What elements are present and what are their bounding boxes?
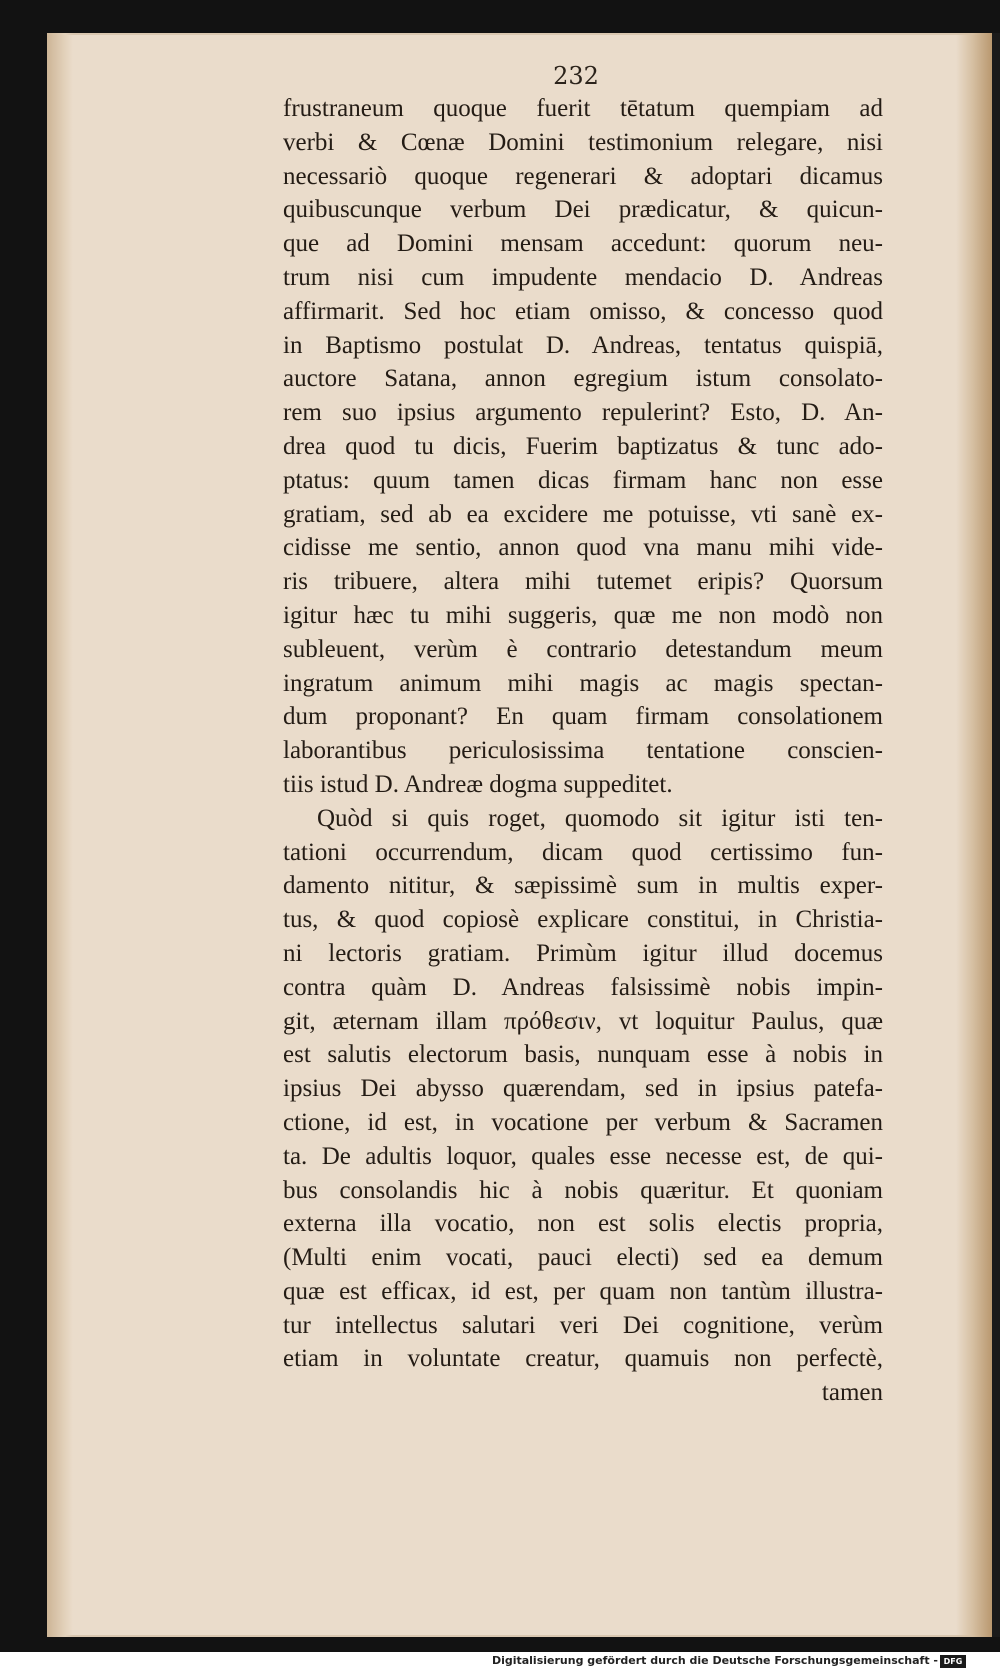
text-line: frustraneum quoque fuerit tētatum quempiam ad	[283, 95, 883, 122]
book-page	[47, 33, 992, 1637]
text-line: gratiam, sed ab ea excidere me potuisse, vti sanè ex-	[283, 500, 883, 528]
text-line: tur intellectus salutari veri Dei cognitione, verùm	[283, 1311, 883, 1339]
text-line: contra quàm D. Andreas falsissimè nobis impin-	[283, 973, 883, 1001]
footer-bar	[0, 1652, 1000, 1671]
text-line: rem suo ipsius argumento repulerint? Esto, D. An-	[283, 399, 883, 427]
text-line: damento nititur, & sæpissimè sum in multis exper-	[283, 872, 883, 900]
catchword: tamen	[821, 1379, 883, 1407]
text-line: ipsius Dei abysso quærendam, sed in ipsius patefa-	[283, 1075, 883, 1103]
text-line: externa illa vocatio, non est solis electis propria,	[283, 1210, 883, 1238]
text-line: ingratum animum mihi magis ac magis spectan-	[283, 669, 883, 697]
text-line: git, æternam illam πρόθεσιν, vt loquitur Paulus, quæ	[283, 1007, 883, 1035]
text-line: affirmarit. Sed hoc etiam omisso, & concesso quod	[283, 297, 883, 325]
text-line: in Baptismo postulat D. Andreas, tentatus quispiā,	[283, 331, 883, 359]
text-line: tus, & quod copiosè explicare constitui, in Christia-	[283, 906, 883, 934]
page-number: 232	[553, 62, 599, 90]
text-line: auctore Satana, annon egregium istum consolato-	[283, 365, 883, 393]
text-line: ris tribuere, altera mihi tutemet eripis? Quorsum	[283, 568, 883, 596]
text-line: necessariò quoque regenerari & adoptari dicamus	[283, 162, 883, 190]
text-line: bus consolandis hic à nobis quæritur. Et quoniam	[283, 1176, 883, 1204]
text-line: quibuscunque verbum Dei prædicatur, & quicun-	[283, 196, 883, 224]
dfg-logo-icon: DFG	[940, 1655, 966, 1668]
text-line: igitur hæc tu mihi suggeris, quæ me non modò non	[283, 601, 883, 629]
text-line: quæ est efficax, id est, per quam non tantùm illustra-	[283, 1277, 883, 1305]
text-line: cidisse me sentio, annon quod vna manu mihi vide-	[283, 534, 883, 562]
text-line: subleuent, verùm è contrario detestandum meum	[283, 635, 883, 663]
text-line: drea quod tu dicis, Fuerim baptizatus & tunc ado-	[283, 432, 883, 460]
body-text	[283, 92, 883, 1410]
text-line: ta. De adultis loquor, quales esse necesse est, de qui-	[283, 1142, 883, 1170]
text-line: que ad Domini mensam accedunt: quorum neu-	[283, 230, 883, 258]
text-line: laborantibus periculosissima tentatione conscien-	[283, 737, 883, 765]
text-line: ni lectoris gratiam. Primùm igitur illud docemus	[283, 939, 883, 967]
text-line: trum nisi cum impudente mendacio D. Andreas	[283, 263, 883, 291]
text-line: tationi occurrendum, dicam quod certissimo fun-	[283, 838, 883, 866]
text-line: verbi & Cœnæ Domini testimonium relegare, nisi	[283, 128, 883, 156]
text-line-paragraph-end: tiis istud D. Andreæ dogma suppeditet.	[283, 770, 673, 798]
text-line: ctione, id est, in vocatione per verbum & Sacramen	[283, 1108, 883, 1136]
funding-notice: Digitalisierung gefördert durch die Deutsche Forschungsgemeinschaft -	[491, 1654, 938, 1667]
text-line: etiam in voluntate creatur, quamuis non perfectè,	[283, 1345, 883, 1373]
text-line: (Multi enim vocati, pauci electi) sed ea demum	[283, 1244, 883, 1272]
text-line-paragraph-start: Quòd si quis roget, quomodo sit igitur isti ten-	[317, 804, 883, 832]
text-line: est salutis electorum basis, nunquam esse à nobis in	[283, 1041, 883, 1069]
text-line: ptatus: quum tamen dicas firmam hanc non esse	[283, 466, 883, 494]
text-line: dum proponant? En quam firmam consolationem	[283, 703, 883, 731]
scan-right-edge	[992, 33, 1000, 1637]
